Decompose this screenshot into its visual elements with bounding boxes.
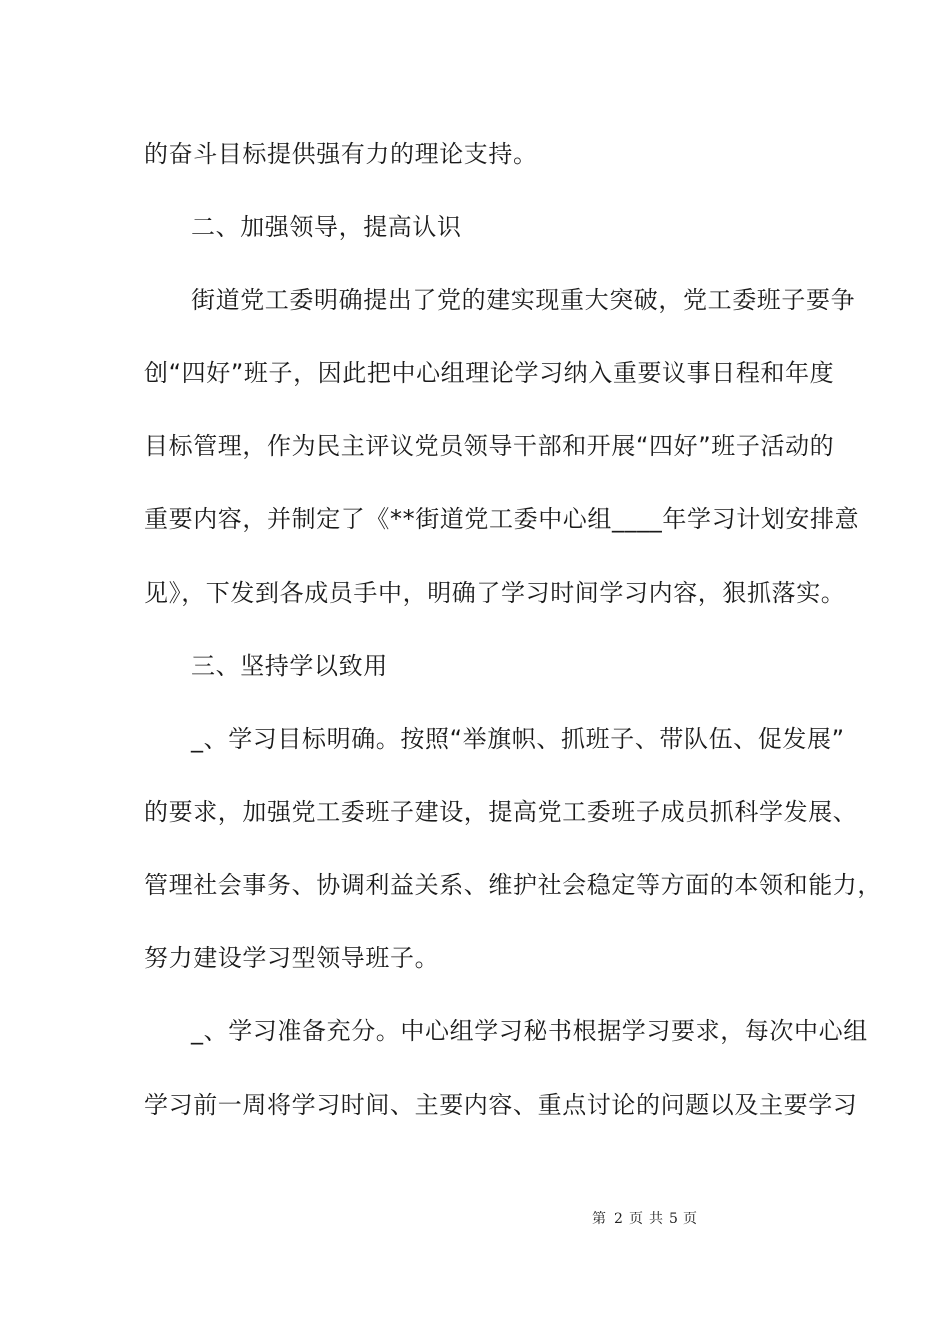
section-heading-2: 二、加强领导，提高认识	[191, 213, 462, 241]
text-line-12: 努力建设学习型领导班子。	[144, 944, 440, 972]
text-line-3: 街道党工委明确提出了党的建实现重大突破，党工委班子要争	[191, 286, 856, 314]
text-line-7: 见》，下发到各成员手中，明确了学习时间学习内容，狠抓落实。	[144, 579, 846, 607]
text-line-13: _、学习准备充分。中心组学习秘书根据学习要求，每次中心组	[191, 1017, 868, 1045]
text-line-9: _、学习目标明确。按照“举旗帜、抓班子、带队伍、促发展”	[191, 725, 845, 753]
text-line-11: 管理社会事务、协调利益关系、维护社会稳定等方面的本领和能力，	[144, 871, 882, 899]
text-line-5: 目标管理，作为民主评议党员领导干部和开展“四好”班子活动的	[144, 432, 835, 460]
text-line-6: 重要内容，并制定了《**街道党工委中心组____年学习计划安排意	[144, 505, 860, 533]
page-label-mid1: 页	[629, 1211, 643, 1227]
text-line-1: 的奋斗目标提供强有力的理论支持。	[144, 140, 538, 168]
page-label-suffix: 页	[683, 1211, 697, 1227]
text-line-4: 创“四好”班子，因此把中心组理论学习纳入重要议事日程和年度	[144, 359, 835, 387]
page-label-mid2: 共	[649, 1211, 663, 1227]
section-heading-3: 三、坚持学以致用	[191, 652, 388, 680]
total-pages-number: 5	[669, 1211, 678, 1227]
current-page-number: 2	[614, 1211, 623, 1227]
page-label-prefix: 第	[592, 1211, 606, 1227]
text-line-10: 的要求，加强党工委班子建设，提高党工委班子成员抓科学发展、	[144, 798, 858, 826]
text-line-14: 学习前一周将学习时间、主要内容、重点讨论的问题以及主要学习	[144, 1091, 858, 1119]
